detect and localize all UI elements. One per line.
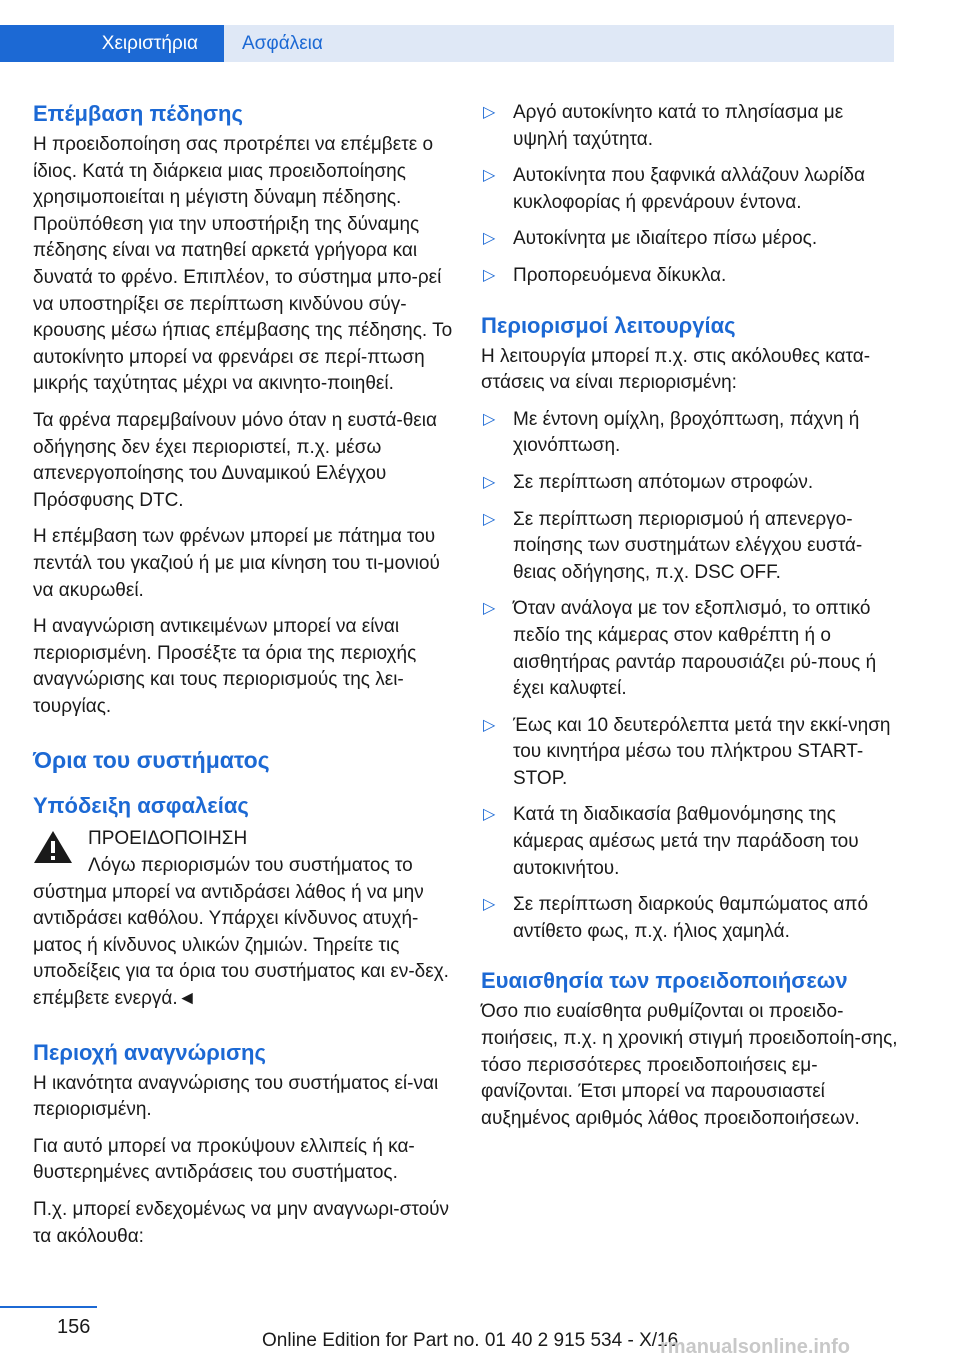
section-title-detection-range: Περιοχή αναγνώρισης <box>33 1039 266 1065</box>
tab-safety[interactable]: Ασφάλεια <box>224 25 894 62</box>
warning-triangle-icon <box>33 830 73 864</box>
triangle-bullet-icon: ▷ <box>483 600 496 618</box>
detection-limits-list <box>481 100 901 290</box>
warning-text-first-line: Λόγω περιορισμών του συστήματος το <box>88 855 413 877</box>
triangle-bullet-icon: ▷ <box>483 473 496 491</box>
triangle-bullet-icon: ▷ <box>483 167 496 185</box>
left-column <box>33 100 455 1260</box>
section-title-system-limits: Όρια του συστήματος <box>33 747 270 774</box>
edition-footer: Online Edition for Part no. 01 40 2 915 534 - X/16 <box>262 1330 679 1351</box>
paragraph: Όσο πιο ευαίσθητα ρυθμίζονται οι προειδο-ποιήσεις, π.χ. η χρονική στιγμή προειδοποίη-σης, τόσο περισσότερες προειδοποιήσεις εμ-φανίζονται. Έτσι μπορεί να παρουσιαστεί αυξημένος αριθμός λάθος προειδοποιήσεων. <box>481 1001 898 1129</box>
paragraph: Η ικανότητα αναγνώρισης του συστήματος εί-ναι περιορισμένη. <box>33 1072 439 1121</box>
list-item <box>481 470 901 497</box>
triangle-bullet-icon: ▷ <box>483 806 496 824</box>
paragraph: Τα φρένα παρεμβαίνουν μόνο όταν η ευστά-θεια οδήγησης δεν έχει περιοριστεί, π.χ. μέσω απενεργοποίησης του Δυναμικού Ελέγχου Πρόσφυσης DTC. <box>33 409 437 511</box>
top-navigation-bar <box>0 0 960 62</box>
list-item-text: Έως και 10 δευτερόλεπτα μετά την εκκί-νηση του κινητήρα μέσω του πλήκτρου START-STOP. <box>513 714 891 789</box>
list-item <box>481 407 901 460</box>
list-item-text: Σε περίπτωση απότομων στροφών. <box>513 471 814 493</box>
footer-divider <box>0 1306 97 1308</box>
section-title-warning-sensitivity: Ευαισθησία των προειδοποιήσεων <box>481 968 848 994</box>
section-title-function-limits: Περιορισμοί λειτουργίας <box>481 312 736 338</box>
triangle-bullet-icon: ▷ <box>483 266 496 284</box>
list-item-text: Αυτοκίνητα που ξαφνικά αλλάζουν λωρίδα κυκλοφορίας ή φρενάρουν έντονα. <box>513 165 865 213</box>
list-item <box>481 802 901 882</box>
watermark: rmanualsonline.info <box>660 1336 851 1358</box>
paragraph: Η προειδοποίηση σας προτρέπει να επέμβετε ο ίδιος. Κατά τη διάρκεια μιας προειδοποίησης χρησιμοποιείται η μέγιστη δύναμη πέδησης. Προϋπόθεση για την υποστήριξη της δύναμης πέδησης είναι να πατηθεί αρκετά γρήγορα και δυνατά το φρένο. Επιπλέον, το σύστημα μπο-ρεί να υποστηρίξει σε περίπτωση κινδύνου σύγ-κρουσης μέσω ήπιας επέμβασης της πέδησης. Το αυτοκίνητο μπορεί να φρενάρει σε περί-πτωση μικρής ταχύτητας μέχρι να ακινητο-ποιηθεί. <box>33 134 453 395</box>
list-item-text: Αργό αυτοκίνητο κατά το πλησίασμα με υψηλή ταχύτητα. <box>513 102 844 150</box>
list-item-text: Σε περίπτωση περιορισμού ή απενεργο-ποίησης των συστημάτων ελέγχου ευστά-θειας οδήγησης, π.χ. DSC OFF. <box>513 508 863 583</box>
paragraph: Η λειτουργία μπορεί π.χ. στις ακόλουθες κατα-στάσεις να είναι περιορισμένη: <box>481 345 871 394</box>
list-item-text: Με έντονη ομίχλη, βροχόπτωση, πάχνη ή χιονόπτωση. <box>513 408 860 457</box>
triangle-bullet-icon: ▷ <box>483 510 496 528</box>
list-item-text: Όταν ανάλογα με τον εξοπλισμό, το οπτικό πεδίο της κάμερας στον καθρέπτη ή ο αισθητήρας ραντάρ παρουσιάζει ρύ-πους ή έχει καλυφτεί. <box>513 598 877 700</box>
list-item <box>481 713 901 793</box>
triangle-bullet-icon: ▷ <box>483 716 496 734</box>
triangle-bullet-icon: ▷ <box>483 104 496 121</box>
right-column <box>481 100 901 1142</box>
list-item <box>481 507 901 587</box>
list-item <box>481 596 901 702</box>
end-marker-icon: ◄ <box>177 988 197 1010</box>
function-limits-list <box>481 407 901 946</box>
list-item <box>481 892 901 945</box>
paragraph: Η επέμβαση των φρένων μπορεί με πάτημα του πεντάλ του γκαζιού ή με μια κίνηση του τι-μονιού να ακυρωθεί. <box>33 526 440 601</box>
warning-box <box>33 826 455 1012</box>
page-number: 156 <box>57 1316 91 1338</box>
list-item <box>481 263 901 290</box>
list-item <box>481 100 901 153</box>
warning-text <box>33 880 455 1013</box>
triangle-bullet-icon: ▷ <box>483 896 496 914</box>
warning-text-body: σύστημα μπορεί να αντιδράσει λάθος ή να μην αντιδράσει καθόλου. Υπάρχει κίνδυνος ατυχή-ματος ή κίνδυνος υλικών ζημιών. Τηρείτε τις υποδείξεις για τα όρια του συστήματος και εν-δεχ. επέμβετε ενεργά. <box>33 881 449 1010</box>
paragraph: Για αυτό μπορεί να προκύψουν ελλιπείς ή κα-θυστερημένες αντιδράσεις του συστήματος. <box>33 1135 415 1184</box>
warning-label: ΠΡΟΕΙΔΟΠΟΙΗΣΗ <box>88 828 248 850</box>
list-item-text: Σε περίπτωση διαρκούς θαμπώματος από αντίθετο φως, π.χ. ήλιος χαμηλά. <box>513 894 869 942</box>
section-title-braking-intervention: Επέμβαση πέδησης <box>33 101 243 126</box>
triangle-bullet-icon: ▷ <box>483 410 496 428</box>
list-item-text: Κατά τη διαδικασία βαθμονόμησης της κάμερας αμέσως μετά την παράδοση του αυτοκινήτου. <box>513 804 859 879</box>
list-item-text: Αυτοκίνητα με ιδιαίτερο πίσω μέρος. <box>513 228 818 250</box>
list-item <box>481 226 901 253</box>
list-item <box>481 163 901 216</box>
paragraph: Η αναγνώριση αντικειμένων μπορεί να είναι περιορισμένη. Προσέξτε τα όρια της περιοχής αναγνώρισης και τους περιορισμούς της λει-τουργίας. <box>33 616 417 717</box>
triangle-bullet-icon: ▷ <box>483 230 496 248</box>
tab-controls[interactable]: Χειριστήρια <box>0 25 224 62</box>
list-item-text: Προπορευόμενα δίκυκλα. <box>513 264 727 286</box>
section-title-safety-note: Υπόδειξη ασφαλείας <box>33 793 249 819</box>
paragraph: Π.χ. μπορεί ενδεχομένως να μην αναγνωρι-στούν τα ακόλουθα: <box>33 1199 450 1247</box>
